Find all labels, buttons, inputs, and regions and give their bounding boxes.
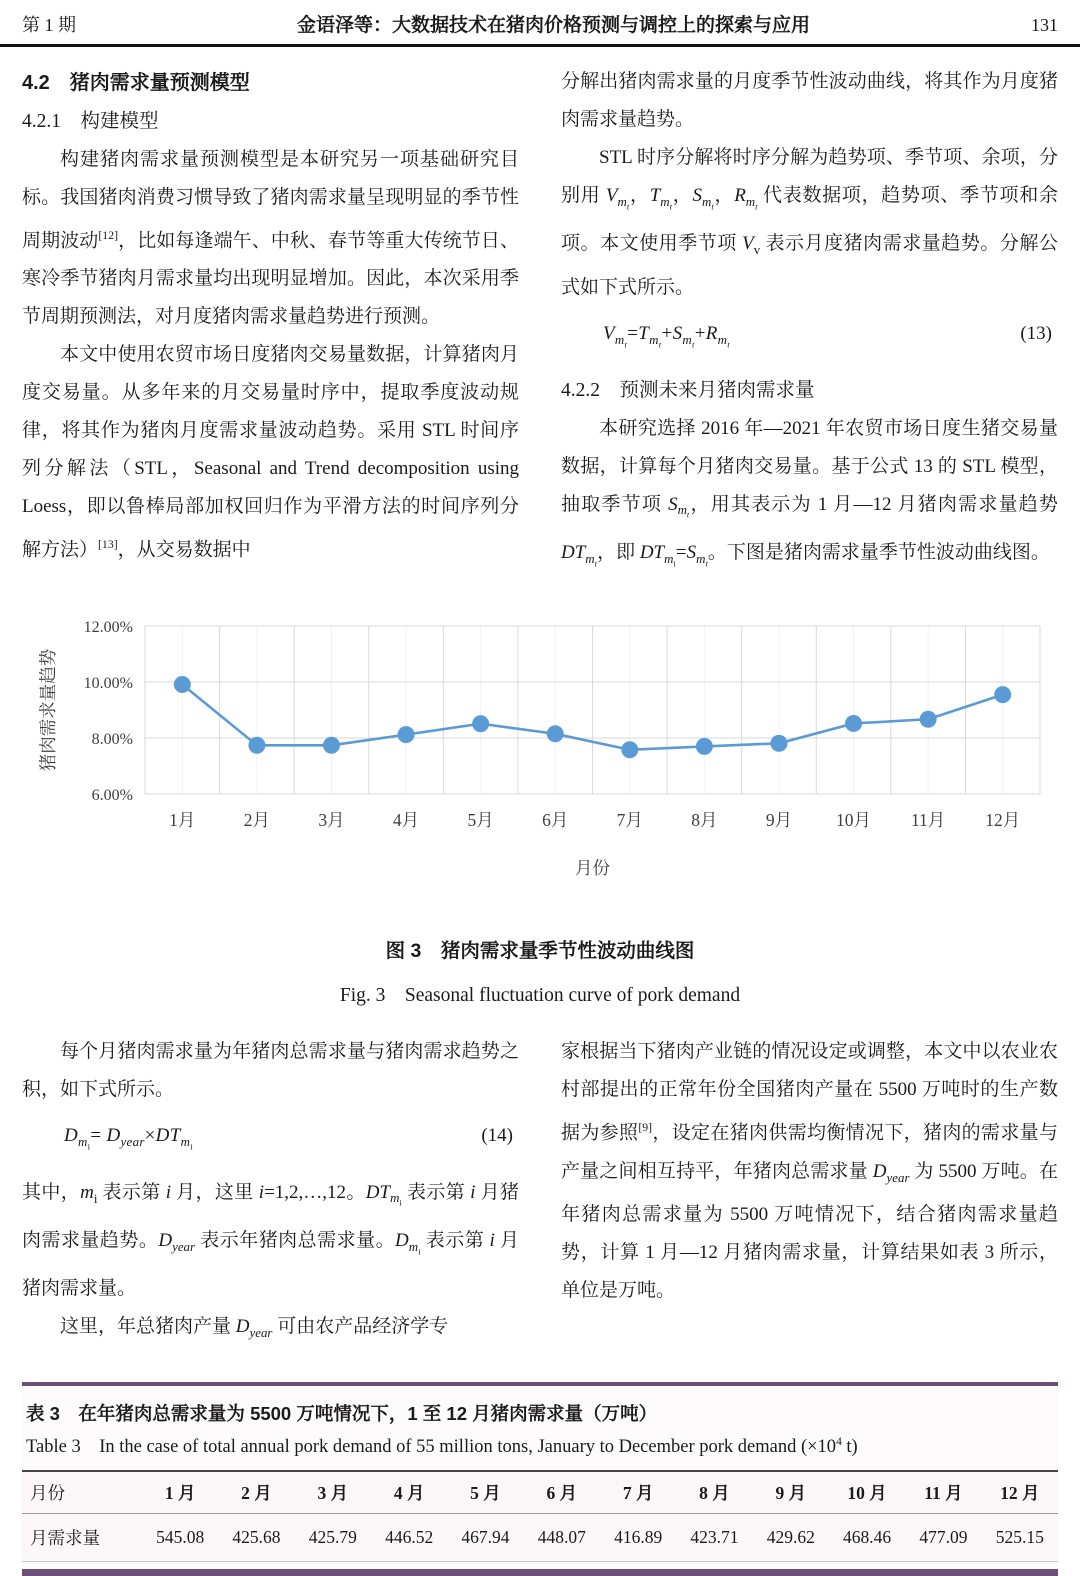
table-row — [22, 1514, 1058, 1562]
y-tick-label: 10.00% — [83, 675, 133, 693]
x-axis-title: 月份 — [575, 858, 610, 879]
paragraph: 每个月猪肉需求量为年猪肉总需求量与猪肉需求趋势之积，如下式所示。 — [22, 1041, 519, 1101]
table-col-month: 4 月 — [393, 1483, 425, 1504]
y-tick-label: 6.00% — [91, 787, 133, 805]
running-title: 金语泽等：大数据技术在猪肉价格预测与调控上的探索与应用 — [296, 15, 810, 36]
x-tick-label: 7月 — [616, 810, 643, 831]
paragraph: STL 时序分解将时序分解为趋势项、季节项、余项，分别用 $V_{m_t}$，$T_{m_t}$，$S_{m_t}$，$R_{m_t}$ 代表数据项，趋势项、季节项和余项。本文使用季节项 $V_v$ 表示月度猪肉需求量趋势。分解公式如下式所示。 — [561, 147, 1058, 299]
table-caption-en: Table 3 In the case of total annual pork demand of 55 million tons, January to December pork demand ($\times 10^4$ t) — [26, 1436, 858, 1458]
seasonal-line-chart — [20, 602, 1060, 890]
table-3-section — [22, 1382, 1058, 1576]
equation-14-number: (14) — [481, 1125, 513, 1147]
y-tick-label: 12.00% — [83, 619, 133, 637]
table-cell-value: 425.79 — [308, 1527, 357, 1548]
equation-14 — [22, 1109, 519, 1173]
equation-13-body: $V_{m_t}=T_{m_t}+S_{m_t}+R_{m_t}$ — [603, 323, 731, 350]
table-spacer — [22, 1562, 1058, 1569]
right-column — [561, 63, 1058, 582]
x-tick-label: 5月 — [467, 810, 494, 831]
table-col-month: 5 月 — [470, 1483, 501, 1504]
equation-13 — [561, 307, 1058, 371]
chart-data-point — [920, 711, 937, 728]
figure-caption-zh: 图 3 猪肉需求量季节性波动曲线图 — [385, 940, 695, 963]
table-col-month: 6 月 — [546, 1483, 578, 1504]
paragraph: 这里，年总猪肉产量 $D_{year}$ 可由农产品经济学专 — [60, 1316, 449, 1341]
section-heading-4-2-1: 4.2.1 构建模型 — [22, 111, 159, 132]
table-cell-value: 425.68 — [232, 1527, 281, 1548]
upper-text-columns — [0, 63, 1080, 582]
chart-data-point — [547, 726, 564, 743]
paragraph: 本研究选择 2016 年—2021 年农贸市场日度生猪交易量数据，计算每个月猪肉交易量。基于公式 13 的 STL 模型，抽取季节项 $S_{m_t}$，用其表示为 1 月—12 月猪肉需求量趋势 $DT_{m_t}$，即 $DT_{m_i}=S_{m_t}$。下图是猪肉需求量季节性波动曲线图。 — [561, 417, 1058, 569]
x-tick-label: 3月 — [318, 810, 345, 831]
x-tick-label: 6月 — [542, 810, 569, 831]
y-axis-title: 猪肉需求量趋势 — [38, 649, 58, 772]
table-cell-value: 525.15 — [995, 1527, 1044, 1548]
table-col-month: 12 月 — [1000, 1483, 1040, 1504]
equation-13-number: (13) — [1020, 323, 1052, 345]
table-cell-value: 468.46 — [843, 1527, 892, 1548]
x-tick-label: 12月 — [985, 810, 1021, 831]
paragraph: 其中，$m_i$ 表示第 i 月，这里 i=1,2,…,12。$DT_{m_i}$ 表示第 i 月猪肉需求量趋势。$D_{year}$ 表示年猪肉总需求量。$D_{m_i}$ 表示第 i 月猪肉需求量。 — [22, 1181, 519, 1300]
table-cell-value: 545.08 — [156, 1527, 205, 1548]
page-number: 131 — [1031, 15, 1058, 35]
table-cell-value: 477.09 — [919, 1527, 968, 1548]
chart-data-point — [174, 676, 191, 693]
table-col-month: 2 月 — [241, 1483, 272, 1504]
x-tick-label: 9月 — [765, 810, 793, 831]
paragraph: 家根据当下猪肉产业链的情况设定或调整，本文中以农业农村部提出的正常年份全国猪肉产量在 5500 万吨时的生产数据为参照[9]，设定在猪肉供需均衡情况下，猪肉的需求量与产量之间相互持平，年猪肉总需求量 $D_{year}$ 为 5500 万吨。在年猪肉总需求量为 5500 万吨情况下，结合猪肉需求量趋势，计算 1 月—12 月猪肉需求量，计算结果如表 3 所示，单位是万吨。 — [561, 1041, 1058, 1302]
table-col-month: 8 月 — [699, 1483, 730, 1504]
table-col-month: 11 月 — [924, 1483, 963, 1504]
table-col-label: 月份 — [30, 1483, 65, 1504]
table-header-row — [22, 1471, 1058, 1514]
right-column-lower — [561, 1033, 1058, 1352]
section-heading-4-2: 4.2 猪肉需求量预测模型 — [22, 72, 250, 94]
table-col-month: 1 月 — [164, 1483, 196, 1504]
section-heading-4-2-2: 4.2.2 预测未来月猪肉需求量 — [561, 379, 815, 401]
paragraph: 本文中使用农贸市场日度猪肉交易量数据，计算猪肉月度交易量。从多年来的月交易量时序中，提取季度波动规律，将其作为猪肉月度需求量波动趋势。采用 STL 时间序列分解法（STL，Seasonal and Trend decomposition using Loess，即以鲁棒局部加权回归作为平滑方法的时间序列分解方法）[13]，从交易数据中 — [22, 344, 519, 561]
table-cell-value: 446.52 — [385, 1527, 434, 1548]
paragraph: 构建猪肉需求量预测模型是本研究另一项基础研究目标。我国猪肉消费习惯导致了猪肉需求量呈现明显的季节性周期波动[12]，比如每逢端午、中秋、春节等重大传统节日、寒冷季节猪肉月需求量均出现明显增加。因此，本次采用季节周期预测法，对月度猪肉需求量趋势进行预测。 — [22, 149, 519, 328]
table-caption-zh: 表 3 在年猪肉总需求量为 5500 万吨情况下，1 至 12 月猪肉需求量（万吨） — [26, 1403, 658, 1425]
chart-data-point — [696, 738, 713, 755]
chart-data-point — [398, 726, 415, 743]
table-body — [22, 1514, 1058, 1562]
lower-text-columns — [0, 1033, 1080, 1352]
table-col-month: 10 月 — [847, 1483, 887, 1504]
chart-data-point — [472, 716, 489, 733]
figure-3 — [0, 602, 1080, 1007]
y-tick-label: 8.00% — [91, 731, 133, 749]
monthly-demand-table — [22, 1470, 1058, 1562]
figure-caption-en: Fig. 3 Seasonal fluctuation curve of pork demand — [339, 985, 741, 1007]
chart-data-point — [994, 686, 1011, 703]
table-col-month: 9 月 — [775, 1483, 807, 1504]
table-cell-value: 467.94 — [461, 1527, 510, 1548]
chart-data-point — [770, 735, 787, 752]
table-header — [22, 1471, 1058, 1514]
x-tick-label: 1月 — [169, 810, 196, 831]
table-cell-value: 448.07 — [537, 1527, 586, 1548]
chart-data-point — [323, 737, 340, 754]
left-column — [22, 63, 519, 582]
paragraph: 分解出猪肉需求量的月度季节性波动曲线，将其作为月度猪肉需求量趋势。 — [561, 71, 1058, 130]
issue-number: 第 1 期 — [22, 15, 76, 35]
table-col-month: 7 月 — [622, 1483, 654, 1504]
table-cell-value: 429.62 — [766, 1527, 815, 1548]
x-tick-label: 4月 — [392, 810, 420, 831]
running-head — [0, 0, 1080, 47]
equation-14-body: $D_{m_i}= D_{year}\times DT_{m_i}$ — [64, 1125, 193, 1152]
chart-data-point — [248, 737, 265, 754]
left-column-lower — [22, 1033, 519, 1352]
x-tick-label: 2月 — [243, 810, 270, 831]
x-tick-label: 8月 — [691, 810, 718, 831]
x-tick-label: 11月 — [910, 810, 946, 831]
x-tick-label: 10月 — [836, 810, 872, 831]
table-col-month: 3 月 — [317, 1483, 349, 1504]
table-cell-value: 416.89 — [614, 1527, 663, 1548]
table-cell-value: 423.71 — [690, 1527, 739, 1548]
table-row-label: 月需求量 — [30, 1528, 100, 1549]
chart-data-point — [845, 715, 862, 732]
chart-data-point — [621, 742, 638, 759]
